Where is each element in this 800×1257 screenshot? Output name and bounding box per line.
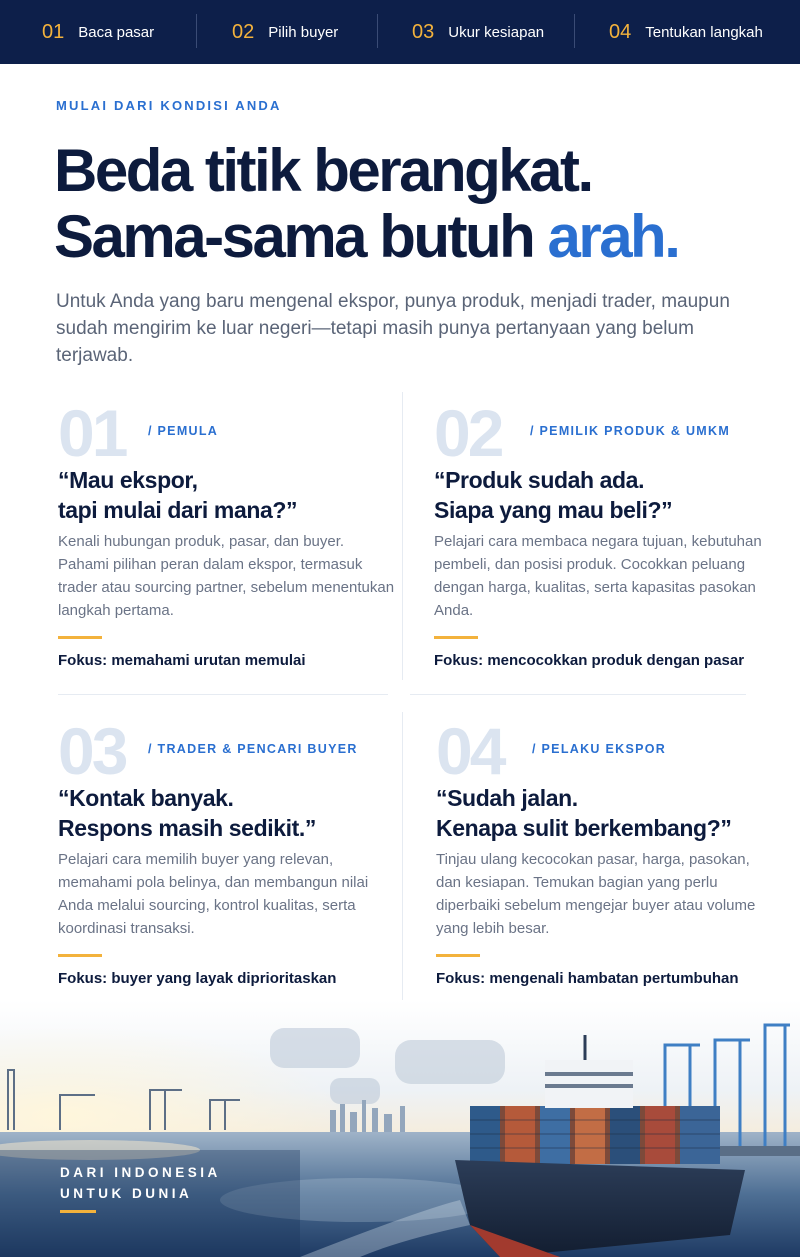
card-quote (58, 465, 297, 525)
footer-accent-bar (60, 1210, 96, 1213)
nav-step-1[interactable] (42, 15, 154, 49)
nav-divider (377, 14, 378, 48)
horizontal-divider (58, 694, 388, 695)
page-title (54, 138, 678, 270)
step-label: Tentukan langkah (645, 23, 763, 41)
eyebrow-label: MULAI DARI KONDISI ANDA (56, 98, 282, 113)
card-tag: / TRADER & PENCARI BUYER (148, 742, 358, 756)
card-description: Pelajari cara membaca negara tujuan, kebutuhan pembeli, dan posisi produk. Cocokkan peluang dengan harga, kualitas, serta kapasitas pasokan Anda. (434, 533, 762, 619)
quote-line-1: “Produk sudah ada. (434, 467, 645, 493)
tagline-line-1: DARI INDONESIA (60, 1165, 221, 1180)
harbor-illustration (0, 1000, 800, 1257)
card-number: 04 (436, 714, 504, 788)
card-tag: / PEMULA (148, 424, 219, 438)
horizontal-divider (410, 694, 746, 695)
card-description: Tinjau ulang kecocokan pasar, harga, pasokan, dan kesiapan. Temukan bagian yang perlu diperbaiki sebelum mengejar buyer atau volume yang lebih besar. (436, 851, 756, 937)
card-focus: Fokus: buyer yang layak diprioritaskan (58, 970, 337, 987)
tagline-line-2: UNTUK DUNIA (60, 1186, 193, 1201)
nav-divider (574, 14, 575, 48)
step-label: Ukur kesiapan (448, 23, 545, 41)
step-number: 02 (232, 20, 255, 43)
nav-step-3[interactable] (412, 15, 544, 49)
vertical-divider (402, 712, 403, 1002)
card-number: 03 (58, 714, 126, 788)
card-number: 01 (58, 396, 126, 470)
step-number: 04 (609, 20, 632, 43)
card-tag: / PELAKU EKSPOR (532, 742, 667, 756)
card-focus: Fokus: mengenali hambatan pertumbuhan (436, 970, 739, 987)
card-quote (436, 783, 731, 843)
title-line-1: Beda titik berangkat. (54, 137, 592, 204)
vertical-divider (402, 392, 403, 680)
step-number: 01 (42, 20, 65, 43)
card-quote (434, 465, 672, 525)
title-line-2-main: Sama-sama butuh (54, 203, 534, 270)
accent-bar (436, 954, 480, 957)
nav-step-4[interactable] (609, 15, 763, 49)
card-description: Kenali hubungan produk, pasar, dan buyer. Pahami pilihan peran dalam ekspor, termasuk trader atau sourcing partner, sebelum menentukan langkah pertama. (58, 533, 395, 619)
quote-line-1: “Mau ekspor, (58, 467, 198, 493)
step-number: 03 (412, 20, 435, 43)
card-description: Pelajari cara memilih buyer yang relevan, memahami pola belinya, dan membangun nilai Anda melalui sourcing, kontrol kualitas, serta koordinasi transaksi. (58, 851, 369, 937)
top-nav (0, 0, 800, 64)
quote-line-2: Siapa yang mau beli?” (434, 497, 673, 523)
nav-divider (196, 14, 197, 48)
card-quote (58, 783, 316, 843)
title-line-2 (54, 204, 678, 270)
step-label: Pilih buyer (268, 23, 339, 41)
card-tag: / PEMILIK PRODUK & UMKM (530, 424, 731, 438)
step-label: Baca pasar (78, 23, 155, 41)
intro-paragraph: Untuk Anda yang baru mengenal ekspor, punya produk, menjadi trader, maupun sudah mengirim ke luar negeri—tetapi masih punya pertanyaan yang belum terjawab. (56, 291, 730, 366)
quote-line-1: “Kontak banyak. (58, 785, 234, 811)
card-number: 02 (434, 396, 502, 470)
card-focus: Fokus: memahami urutan memulai (58, 652, 306, 669)
quote-line-2: tapi mulai dari mana?” (58, 497, 298, 523)
quote-line-2: Kenapa sulit berkembang?” (436, 815, 732, 841)
card-focus: Fokus: mencocokkan produk dengan pasar (434, 652, 745, 669)
quote-line-2: Respons masih sedikit.” (58, 815, 316, 841)
accent-bar (58, 636, 102, 639)
title-accent: arah. (547, 203, 679, 270)
accent-bar (58, 954, 102, 957)
nav-step-2[interactable] (232, 15, 338, 49)
footer-tagline (60, 1162, 221, 1204)
accent-bar (434, 636, 478, 639)
quote-line-1: “Sudah jalan. (436, 785, 578, 811)
